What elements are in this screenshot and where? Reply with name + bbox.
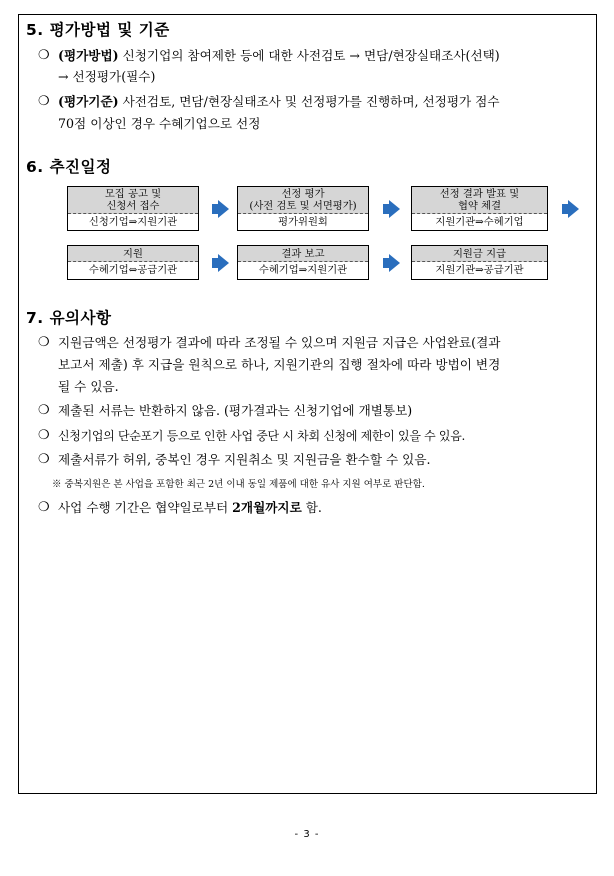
schedule-step-2-actor: 평가위원회 (278, 216, 328, 228)
schedule-step-1-actor: 신청기업⇒지원기관 (88, 216, 178, 228)
schedule-step-2-title-line1: 선정 평가 (281, 188, 325, 200)
schedule-step-1-title-line2: 신청서 접수 (106, 200, 160, 212)
section5-item2-text: 사전검토, 면담/현장실태조사 및 선정평가를 진행하며, 선정평가 점수 (118, 94, 500, 109)
schedule-step-5 (237, 245, 369, 280)
section5-item1-text: 신청기업의 참여제한 등에 대한 사전검토 → 면담/현장실태조사(선택) (118, 48, 500, 63)
section7-title: 7. 유의사항 (26, 309, 112, 327)
arrow-right-icon (218, 254, 229, 272)
section7-item5-text: 사업 수행 기간은 협약일로부터 (58, 500, 233, 515)
section7-item1-line2: 보고서 제출) 후 지급을 원칙으로 하나, 지원기관의 집행 절차에 따라 방법이 변경 (58, 357, 501, 372)
section7-note: ※ 중복지원은 본 사업을 포함한 최근 2년 이내 동일 제품에 대한 유사 지원 여부로 판단함. (52, 479, 425, 490)
section5-item2-line1 (58, 92, 588, 112)
schedule-step-5-title: 결과 보고 (238, 246, 368, 262)
arrow-right-icon (568, 200, 579, 218)
schedule-step-1-title-line1: 모집 공고 및 (104, 188, 162, 200)
schedule-step-4-actor: 수혜기업⇔공급기관 (88, 264, 178, 276)
section5-item2-label: (평가기준) (58, 94, 119, 109)
arrow-right-icon (389, 200, 400, 218)
schedule-step-1-title (68, 187, 198, 214)
section7-item5-bold: 2개월까지로 (232, 500, 302, 515)
section5-item1-label: (평가방법) (58, 48, 119, 63)
section5-title: 5. 평가방법 및 기준 (26, 21, 170, 39)
schedule-step-5-actor: 수혜기업⇒지원기관 (258, 264, 348, 276)
schedule-step-2 (237, 186, 369, 231)
section6-title: 6. 추진일정 (26, 158, 112, 176)
schedule-step-6-actor: 지원기관⇒공급기관 (435, 264, 524, 276)
schedule-step-2-title-line2: (사전 검토 및 서면평가) (249, 200, 357, 212)
schedule-step-3-title (412, 187, 547, 214)
schedule-step-4-title: 지원 (68, 246, 198, 262)
section7-item5 (58, 498, 322, 518)
schedule-step-4 (67, 245, 199, 280)
section5-item1-line1 (58, 46, 588, 66)
section7-item4-bullet: ❍ (38, 452, 50, 467)
section7-item1-line1: 지원금액은 선정평가 결과에 따라 조정될 수 있으며 지원금 지급은 사업완료(결과 (58, 335, 501, 350)
section7-item3-bullet: ❍ (38, 428, 50, 443)
schedule-step-3-actor: 지원기관⇒수혜기업 (435, 216, 524, 228)
section5-item2-bullet: ❍ (38, 94, 50, 109)
schedule-step-6 (411, 245, 548, 280)
section7-item1-bullet: ❍ (38, 335, 50, 350)
section7-item5-end: 함. (301, 500, 322, 515)
schedule-step-1 (67, 186, 199, 231)
schedule-step-6-title: 지원금 지급 (412, 246, 547, 262)
schedule-step-3-title-line2: 협약 체결 (457, 200, 502, 212)
schedule-step-3-title-line1: 선정 결과 발표 및 (439, 188, 520, 200)
section7-item4: 제출서류가 허위, 중복인 경우 지원취소 및 지원금을 환수할 수 있음. (58, 452, 431, 467)
arrow-right-icon (389, 254, 400, 272)
page-number: - 3 - (294, 829, 320, 840)
section7-item2: 제출된 서류는 반환하지 않음. (평가결과는 신청기업에 개별통보) (58, 403, 413, 418)
section7-item1-line3: 될 수 있음. (58, 379, 119, 394)
schedule-step-3 (411, 186, 548, 231)
schedule-step-2-title (238, 187, 368, 214)
section5-item1-line2: → 선정평가(필수) (58, 69, 156, 84)
section5-item2-line2: 70점 이상인 경우 수혜기업으로 선정 (58, 116, 261, 131)
section7-item5-bullet: ❍ (38, 500, 50, 515)
section5-item1-bullet: ❍ (38, 48, 50, 63)
section7-item3: 신청기업의 단순포기 등으로 인한 사업 중단 시 차회 신청에 제한이 있을 수 있음. (58, 429, 466, 443)
section7-item2-bullet: ❍ (38, 403, 50, 418)
arrow-right-icon (218, 200, 229, 218)
